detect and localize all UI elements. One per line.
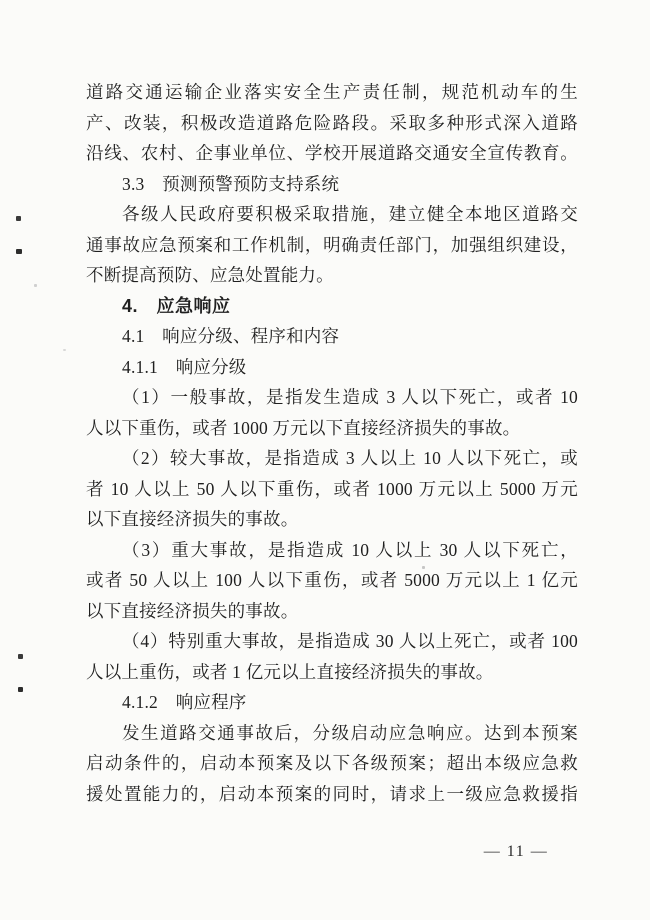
text-line: 以下直接经济损失的事故。 (86, 509, 299, 529)
text-line: 道路交通运输企业落实安全生产责任制，规范机动车的生 (86, 82, 578, 102)
scan-artifact-speck (34, 284, 37, 287)
text-line: （2）较大事故，是指造成 3 人以上 10 人以下死亡，或 (122, 448, 578, 468)
scan-artifact-speck (63, 349, 66, 351)
text-line: 各级人民政府要积极采取措施，建立健全本地区道路交 (122, 204, 578, 224)
heading-4: 4. 应急响应 (122, 295, 231, 316)
heading-4-1: 4.1 响应分级、程序和内容 (122, 326, 340, 346)
text-line: 通事故应急预案和工作机制，明确责任部门，加强组织建设， (86, 234, 578, 255)
text-line: 不断提高预防、应急处置能力。 (86, 265, 334, 285)
document-body (86, 77, 578, 809)
heading-3-3: 3.3 预测预警预防支持系统 (122, 173, 340, 194)
text-line: （1）一般事故，是指发生造成 3 人以下死亡，或者 10 (122, 387, 578, 407)
scan-artifact-dot (16, 249, 22, 254)
text-line: 沿线、农村、企事业单位、学校开展道路交通安全宣传教育。 (86, 143, 578, 163)
text-line: （4）特别重大事故，是指造成 30 人以上死亡，或者 100 (122, 631, 578, 651)
text-line: 产、改装，积极改造道路危险路段。采取多种形式深入道路 (86, 112, 578, 133)
heading-4-1-1: 4.1.1 响应分级 (122, 356, 247, 377)
text-line: 或者 50 人以上 100 人以下重伤，或者 5000 万元以上 1 亿元 (86, 570, 578, 590)
scan-artifact-speck (422, 566, 425, 569)
text-line: 人以下重伤，或者 1000 万元以下直接经济损失的事故。 (86, 417, 521, 438)
heading-4-1-2: 4.1.2 响应程序 (122, 692, 247, 712)
page-number: — 11 — (483, 843, 549, 860)
scan-artifact-dot (18, 654, 23, 659)
text-line: 以下直接经济损失的事故。 (86, 600, 299, 621)
text-line: 人以上重伤，或者 1 亿元以上直接经济损失的事故。 (86, 661, 494, 682)
text-line: 启动条件的，启动本预案及以下各级预案；超出本级应急救 (86, 753, 578, 773)
text-line: （3）重大事故，是指造成 10 人以上 30 人以下死亡， (122, 539, 578, 560)
text-line: 援处置能力的，启动本预案的同时，请求上一级应急救援指 (86, 783, 578, 804)
scan-artifact-dot (18, 687, 23, 692)
scan-artifact-dot (16, 216, 21, 221)
text-line: 者 10 人以上 50 人以下重伤，或者 1000 万元以上 5000 万元 (86, 478, 578, 499)
text-line: 发生道路交通事故后，分级启动应急响应。达到本预案 (122, 722, 578, 743)
